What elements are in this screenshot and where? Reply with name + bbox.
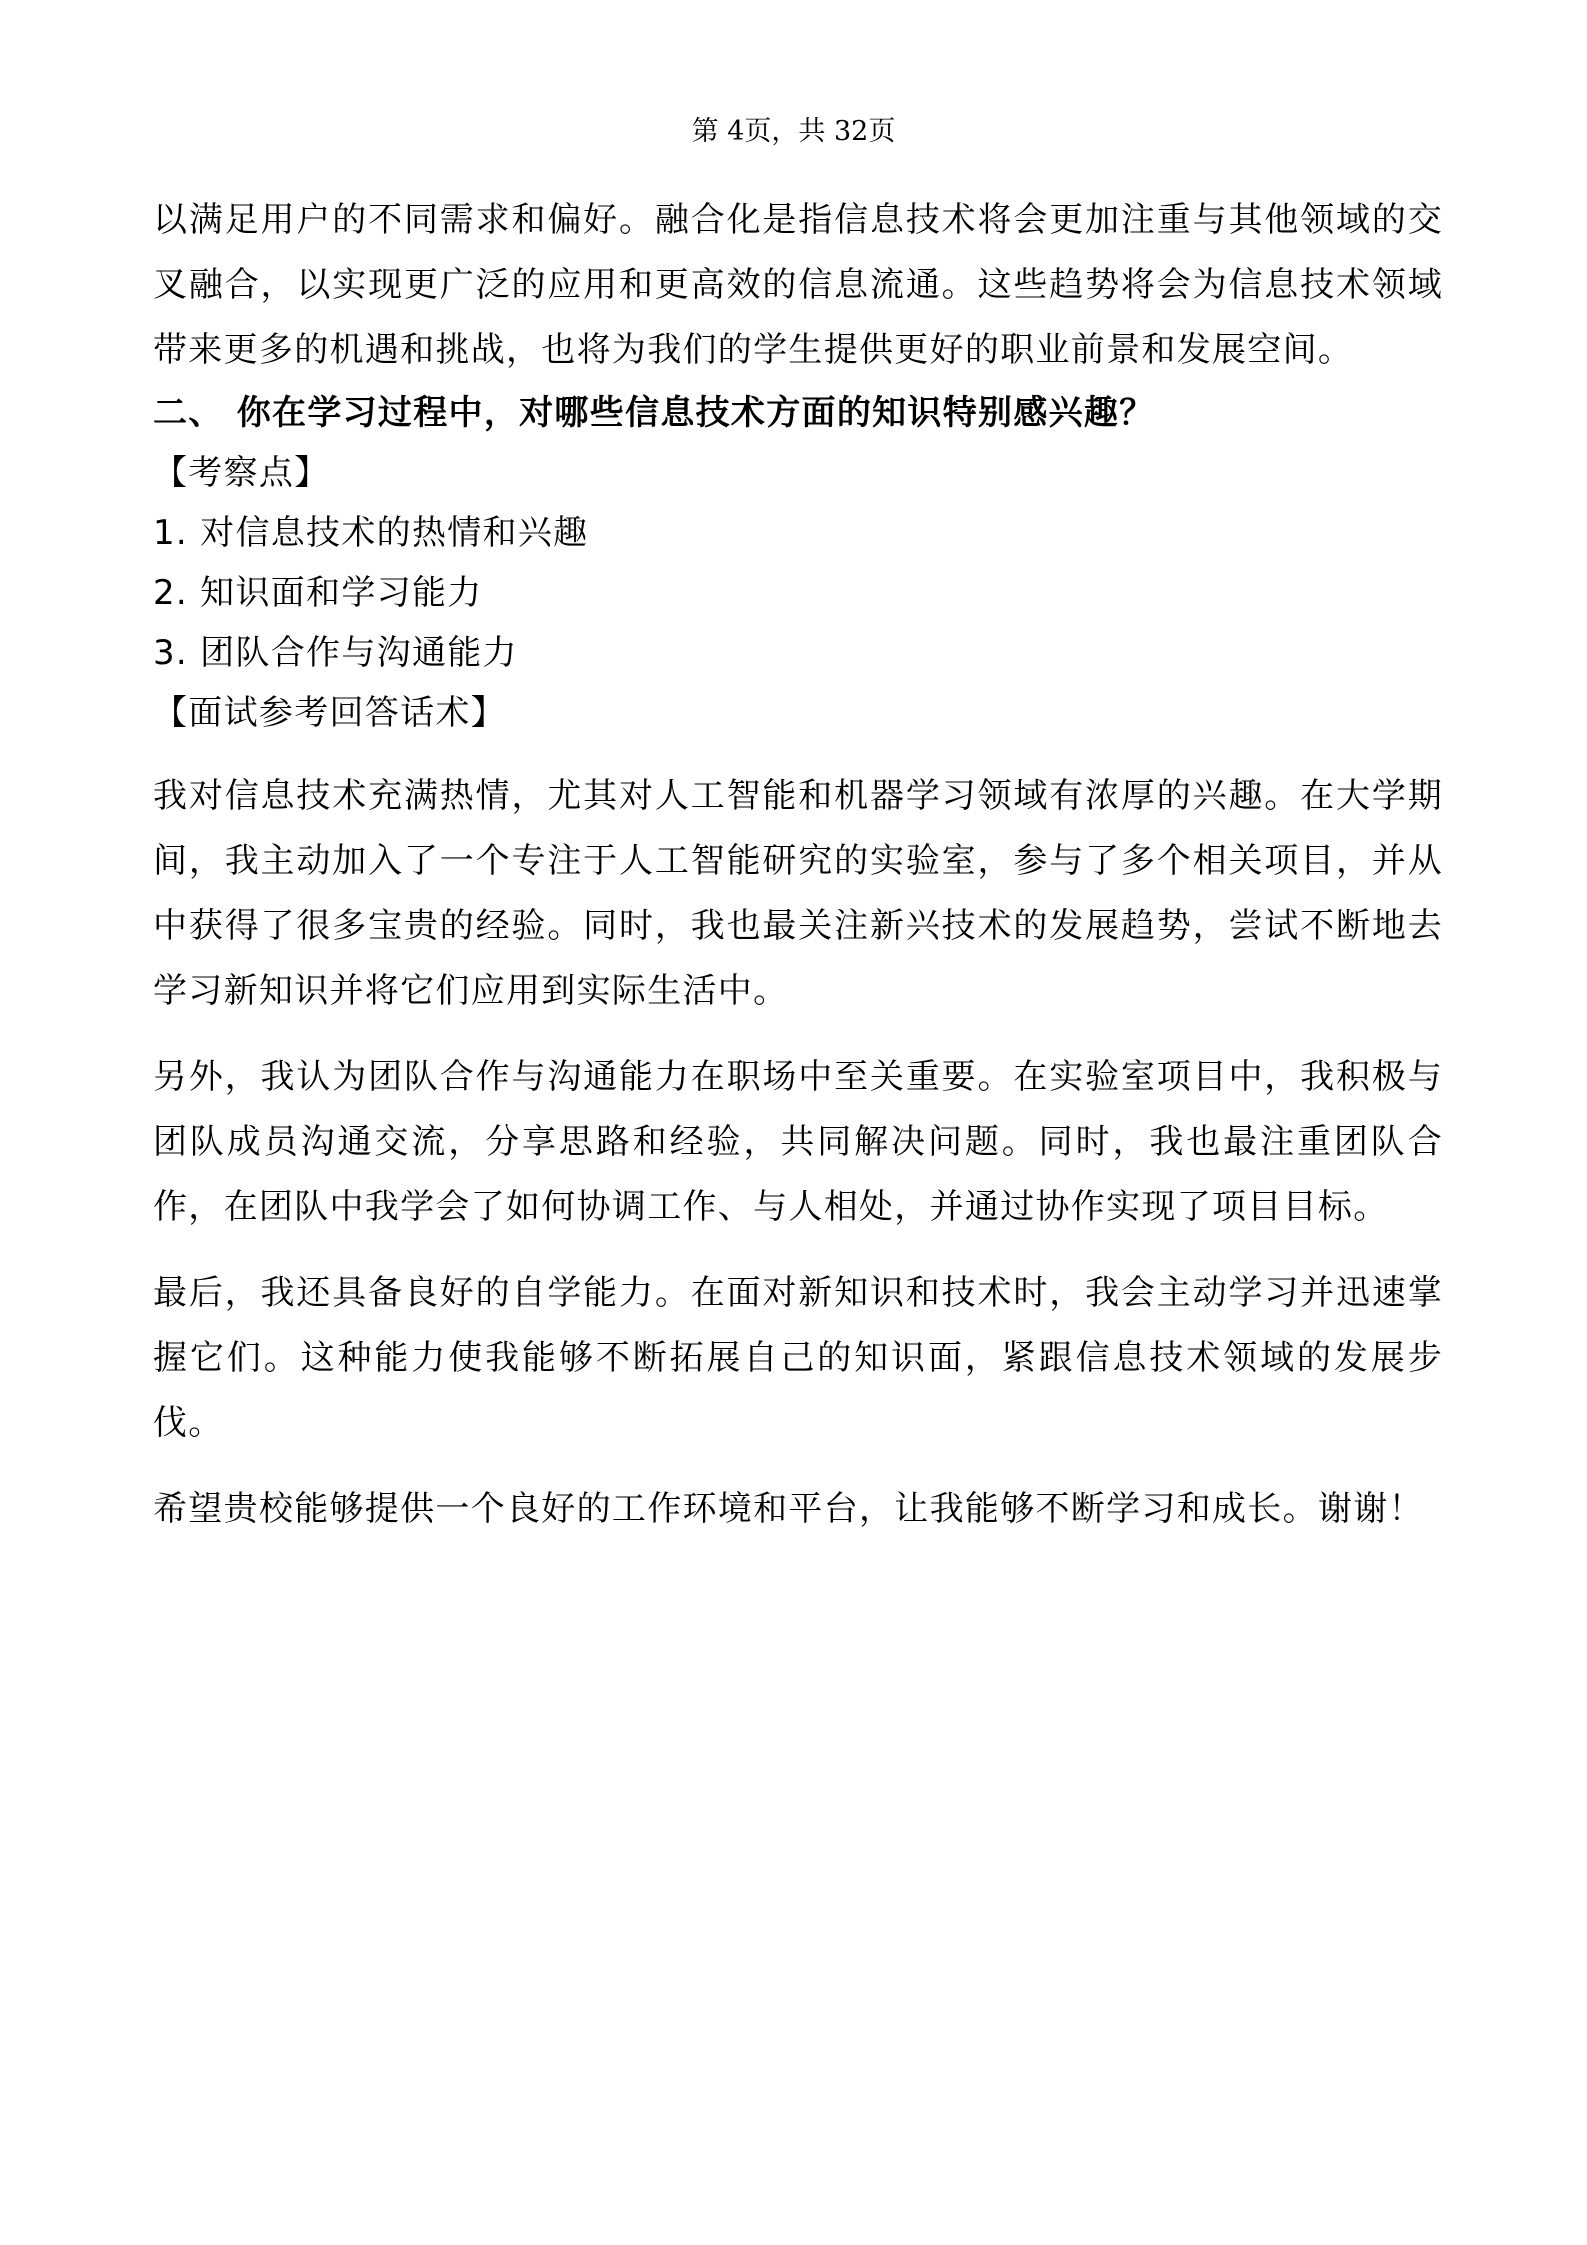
answer-paragraph: 我对信息技术充满热情，尤其对人工智能和机器学习领域有浓厚的兴趣。在大学期间，我主动加入了一个专注于人工智能研究的实验室，参与了多个相关项目，并从中获得了很多宝贵的经验。同时，我也最关注新兴技术的发展趋势，尝试不断地去学习新知识并将它们应用到实际生活中。	[153, 776, 1443, 1011]
answer-paragraph: 最后，我还具备良好的自学能力。在面对新知识和技术时，我会主动学习并迅速掌握它们。这种能力使我能够不断拓展自己的知识面，紧跟信息技术领域的发展步伐。	[153, 1273, 1443, 1443]
document-body	[153, 188, 1443, 1542]
answer-paragraph: 希望贵校能够提供一个良好的工作环境和平台，让我能够不断学习和成长。谢谢！	[153, 1489, 1424, 1529]
answer-paragraph: 另外，我认为团队合作与沟通能力在职场中至关重要。在实验室项目中，我积极与团队成员沟通交流，分享思路和经验，共同解决问题。同时，我也最注重团队合作，在团队中我学会了如何协调工作、与人相处，并通过协作实现了项目目标。	[153, 1057, 1443, 1227]
page-number-header: 第 4页，共 32页	[691, 116, 896, 147]
section-heading: 二、 你在学习过程中，对哪些信息技术方面的知识特别感兴趣？	[153, 393, 1155, 433]
assessment-point: 1. 对信息技术的热情和兴趣	[153, 513, 589, 553]
answer-label: 【面试参考回答话术】	[153, 693, 506, 733]
assessment-label: 【考察点】	[153, 453, 330, 493]
intro-paragraph: 以满足用户的不同需求和偏好。融合化是指信息技术将会更加注重与其他领域的交叉融合，以实现更广泛的应用和更高效的信息流通。这些趋势将会为信息技术领域带来更多的机遇和挑战，也将为我们的学生提供更好的职业前景和发展空间。	[153, 200, 1443, 370]
assessment-point: 3. 团队合作与沟通能力	[153, 633, 518, 673]
assessment-point: 2. 知识面和学习能力	[153, 573, 483, 613]
